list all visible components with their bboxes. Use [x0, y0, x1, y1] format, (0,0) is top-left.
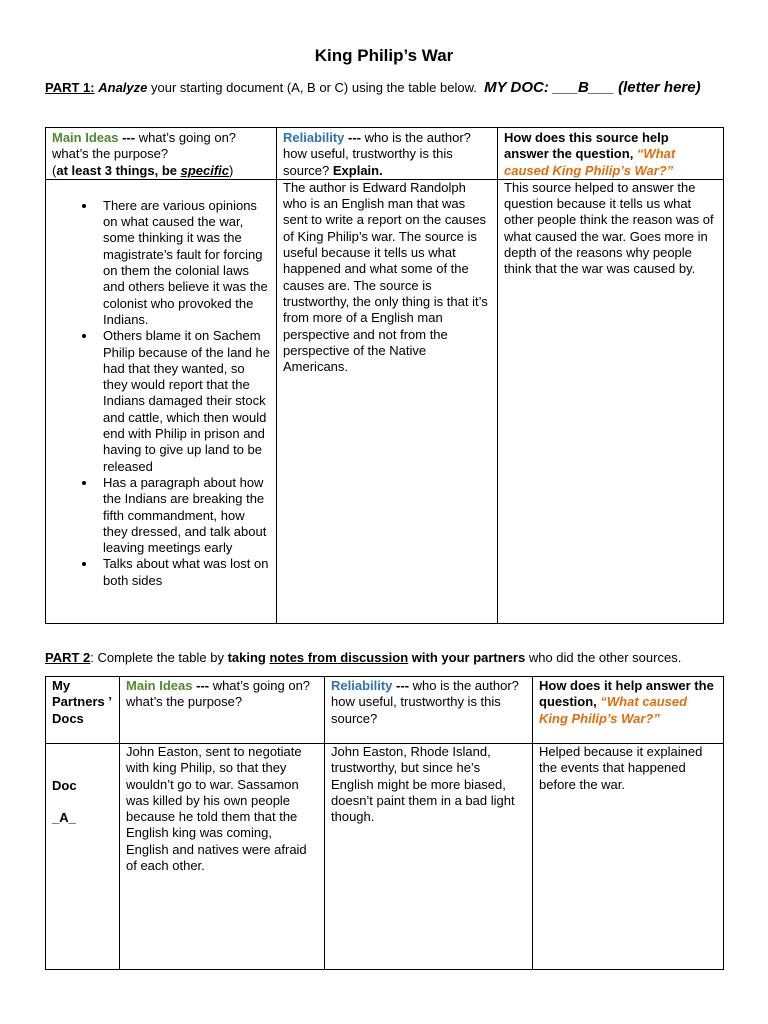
part2-label: PART 2	[45, 650, 91, 665]
how-help-question: “What caused King Philip’s War?”	[504, 146, 676, 178]
part2-instructions	[45, 649, 745, 666]
part1-verb: Analyze	[98, 80, 148, 95]
table-row	[46, 744, 724, 970]
reliability-explain: Explain.	[332, 162, 383, 178]
reliability-title: Reliability	[283, 130, 345, 145]
help-text-2: Helped because it explained the events that happened before the war.	[539, 744, 703, 792]
how-help-question-2: “What caused King Philip’s War?”	[539, 694, 688, 726]
how-help-prefix-2: How does it help answer the question,	[539, 678, 714, 710]
note-close: )	[229, 162, 234, 178]
reliability-cell-2[interactable]	[325, 744, 533, 970]
part1-instructions	[45, 78, 725, 97]
main-ideas-cell[interactable]	[46, 179, 277, 623]
header-main-ideas	[46, 128, 277, 180]
list-item: • There are various opinions on what caused the war, some thinking it was the magistrate’s fault for forcing on them the colonial laws and others believe it was the colonist who provoked the Indians.	[97, 198, 270, 328]
header-main-ideas-2	[120, 677, 325, 744]
reliability-text: The author is Edward Randolph who is an English man that was sent to write a report on the causes of King Philip’s war. The source is useful because it tells us what happened and what some of the causes are. The source is trustworthy, the only thing is that it’s from more of a English man perspective and not from the perspective of the Native Americans.	[283, 179, 488, 375]
header-reliability	[277, 128, 498, 180]
main-ideas-title-2: Main Ideas	[126, 678, 193, 693]
part1-table	[45, 127, 724, 624]
doc-letter: _A_	[52, 810, 76, 826]
part2-text1: : Complete the table by	[90, 650, 228, 665]
my-doc-prefix: MY DOC: ___	[484, 79, 579, 96]
doc-cell[interactable]	[46, 744, 120, 970]
main-ideas-list	[52, 198, 270, 589]
my-doc-letter: B	[578, 79, 589, 96]
part2-header-row	[46, 677, 724, 744]
reliability-title-2: Reliability	[331, 678, 393, 693]
part2-bold2: with your partners	[408, 650, 526, 665]
main-ideas-cell-2[interactable]	[120, 744, 325, 970]
header-how-help	[498, 128, 724, 180]
how-help-prefix: How does this source help answer the question,	[504, 130, 669, 162]
page-title: King Philip’s War	[314, 46, 454, 65]
list-item: • Has a paragraph about how the Indians are breaking the fifth commandment, how they dressed, and talk about leaving meetings early	[97, 475, 270, 556]
main-ideas-sep: ---	[118, 130, 139, 145]
main-ideas-desc-2: what’s going on? what’s the purpose?	[126, 678, 311, 710]
note-bold: at least 3 things, be	[56, 162, 181, 178]
header-reliability-2	[325, 677, 533, 744]
part1-body-row	[46, 179, 724, 623]
header-how-help-2	[533, 677, 724, 744]
reliability-desc-2: who is the author? how useful, trustworthy is this source?	[331, 678, 519, 726]
help-cell-2[interactable]	[533, 744, 724, 970]
part1-header-row	[46, 128, 724, 180]
main-ideas-desc: what’s going on? what’s the purpose?	[52, 130, 237, 162]
main-ideas-sep-2: ---	[192, 678, 213, 693]
reliability-sep: ---	[344, 130, 365, 145]
list-item: • Talks about what was lost on both sides	[97, 556, 270, 589]
note-specific: specific	[180, 162, 230, 178]
header-partners-docs: My Partners ’ Docs	[46, 677, 120, 744]
my-doc-field	[484, 79, 700, 96]
part1-label: PART 1:	[45, 80, 95, 95]
answer-text: This source helped to answer the question because it tells us what other people think the reason was of what caused the war. Goes more in depth of the reasons why people think that the war was caused by.	[504, 179, 714, 277]
reliability-desc: who is the author? how useful, trustworthy is this source?	[283, 130, 471, 178]
reliability-sep-2: ---	[392, 678, 413, 693]
list-item: • Others blame it on Sachem Philip because of the land he had that they wanted, so they would report that the Indians damaged their stock and cattle, which then would end with Philip in prison and having to give up land to be released	[97, 328, 270, 475]
note-open: (	[52, 162, 57, 178]
part1-instruction: your starting document (A, B or C) using the table below.	[147, 80, 477, 95]
reliability-cell[interactable]	[277, 179, 498, 623]
main-ideas-text-2: John Easton, sent to negotiate with king Philip, so that they wouldn’t go to war. Sassamon was killed by his own people because he told them that the English king was coming, English and natives were afraid of each other.	[126, 744, 307, 874]
reliability-text-2: John Easton, Rhode Island, trustworthy, but since he’s English might be more biased, doesn’t paint them in a bad light though.	[331, 744, 515, 825]
main-ideas-title: Main Ideas	[52, 130, 119, 145]
part2-table	[45, 676, 724, 970]
part2-bold1: taking	[227, 650, 270, 665]
part2-text2: who did the other sources.	[525, 650, 682, 665]
part2-bold-underline: notes from discussion	[269, 650, 409, 665]
doc-label: Doc	[52, 778, 77, 793]
answer-cell[interactable]	[498, 179, 724, 623]
my-doc-suffix: ___ (letter here)	[588, 79, 701, 96]
